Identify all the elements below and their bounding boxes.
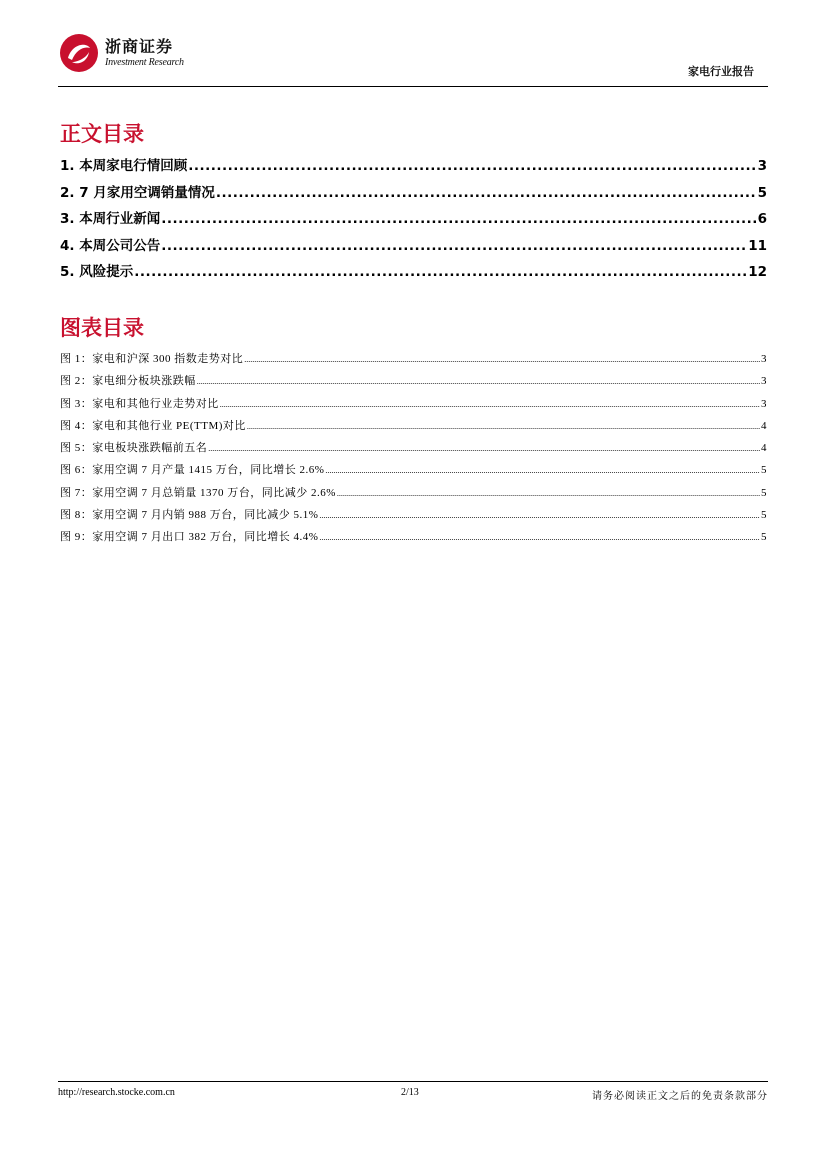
figure-entry-page: 3 [761, 397, 767, 410]
list-of-figures [60, 350, 767, 551]
logo-chinese-name: 浙商证券 [105, 37, 174, 56]
toc-leader [134, 264, 747, 280]
toc-entry-page: 12 [748, 264, 767, 280]
toc-entry-page: 11 [748, 237, 767, 254]
figure-entry-page: 3 [761, 375, 767, 388]
figure-entry-page: 5 [761, 531, 767, 544]
figure-leader [244, 355, 760, 364]
toc-leader [216, 185, 757, 201]
header-divider [58, 86, 768, 87]
toc-entry[interactable] [60, 207, 767, 234]
toc-entry[interactable] [60, 260, 767, 287]
figure-entry[interactable] [60, 506, 767, 528]
toc-entry[interactable] [60, 234, 767, 261]
logo-english-name: Investment Research [105, 57, 184, 68]
toc-entry-label: 3. 本周行业新闻 [60, 211, 161, 227]
figure-entry-page: 5 [761, 509, 767, 522]
figure-leader [325, 466, 760, 475]
page-footer [58, 1087, 768, 1103]
toc-entry-label: 1. 本周家电行情回顾 [60, 158, 188, 174]
report-type: 家电行业报告 [688, 65, 754, 78]
figure-entry[interactable] [60, 417, 767, 439]
figure-entry-label: 图 1：家电和沪深 300 指数走势对比 [60, 353, 244, 365]
figure-entry-label: 图 5：家电板块涨跌幅前五名 [60, 442, 208, 455]
figure-leader [208, 444, 760, 453]
figure-entry-label: 图 8：家用空调 7 月内销 988 万台，同比减少 5.1% [60, 509, 319, 522]
figure-entry-label: 图 7：家用空调 7 月总销量 1370 万台，同比减少 2.6% [60, 486, 336, 499]
toc-entry-label: 2. 7 月家用空调销量情况 [60, 184, 215, 201]
figure-entry[interactable] [60, 439, 767, 461]
figure-leader [337, 489, 760, 498]
figure-entry-page: 4 [761, 419, 767, 432]
figures-title: 图表目录 [60, 316, 144, 340]
figure-entry-page: 4 [761, 442, 767, 455]
toc-entry[interactable] [60, 181, 767, 208]
toc-leader [161, 211, 756, 227]
toc-entry[interactable] [60, 154, 767, 181]
toc-entry-label: 5. 风险提示 [60, 264, 134, 280]
toc-leader [161, 238, 747, 254]
figure-entry-label: 图 3：家电和其他行业走势对比 [60, 397, 219, 410]
figure-entry-label: 图 2：家电细分板块涨跌幅 [60, 375, 196, 388]
table-of-contents [60, 154, 767, 287]
figure-leader [220, 400, 760, 409]
figure-entry[interactable] [60, 528, 767, 550]
toc-leader [188, 158, 756, 174]
page-number: 2/13 [401, 1087, 419, 1098]
toc-title: 正文目录 [60, 122, 144, 146]
figure-entry-page: 5 [761, 464, 767, 477]
company-logo [58, 30, 188, 76]
figure-leader [247, 422, 760, 431]
figure-entry-page: 5 [761, 486, 767, 499]
disclaimer-note: 请务必阅读正文之后的免责条款部分 [592, 1091, 768, 1102]
figure-entry[interactable] [60, 395, 767, 417]
figure-leader [319, 533, 760, 542]
logo-mark-icon [58, 32, 100, 74]
toc-entry-page: 3 [757, 158, 767, 174]
footer-url[interactable]: http://research.stocke.com.cn [58, 1087, 175, 1098]
footer-divider [58, 1081, 768, 1082]
page-header [58, 30, 768, 87]
toc-entry-label: 4. 本周公司公告 [60, 237, 161, 254]
figure-entry[interactable] [60, 350, 767, 372]
figure-entry[interactable] [60, 372, 767, 394]
figure-entry-label: 图 6：家用空调 7 月产量 1415 万台，同比增长 2.6% [60, 464, 325, 477]
figure-leader [319, 511, 760, 520]
figure-entry-label: 图 9：家用空调 7 月出口 382 万台，同比增长 4.4% [60, 531, 319, 544]
figure-entry[interactable] [60, 484, 767, 506]
figure-entry-page: 3 [761, 353, 767, 365]
figure-leader [197, 377, 760, 386]
toc-entry-page: 6 [757, 211, 767, 227]
figure-entry-label: 图 4：家电和其他行业 PE(TTM)对比 [60, 419, 246, 432]
figure-entry[interactable] [60, 461, 767, 483]
toc-entry-page: 5 [757, 184, 767, 201]
